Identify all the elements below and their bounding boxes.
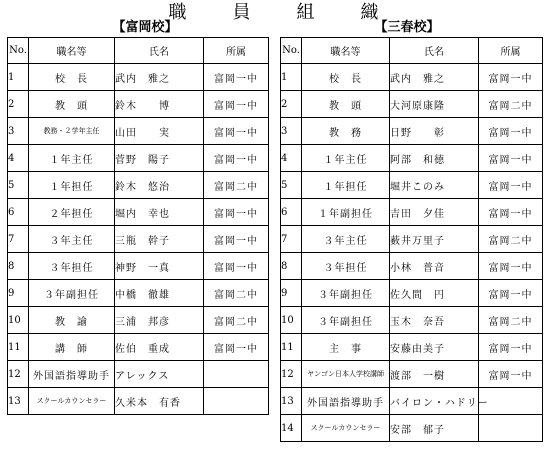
row-position: 校 長 — [29, 64, 115, 91]
row-number: 14 — [281, 415, 302, 442]
table-row — [281, 361, 543, 388]
row-name: 安部 郁子 — [390, 415, 479, 442]
row-position: ３年副担任 — [29, 280, 115, 307]
row-name: 三瓶 幹子 — [115, 226, 204, 253]
row-number: 11 — [281, 334, 302, 361]
table-row — [8, 199, 269, 226]
table-row — [281, 334, 543, 361]
column-header-position: 職名等 — [29, 38, 115, 64]
row-name: 鈴木 博 — [115, 91, 204, 118]
table-row — [281, 199, 543, 226]
row-number: 3 — [8, 118, 29, 145]
row-name: 鈴木 悠治 — [115, 172, 204, 199]
row-dept: 富岡二中 — [479, 91, 543, 118]
row-position: 教 頭 — [29, 91, 115, 118]
row-position: スクールカウンセラー — [29, 388, 115, 415]
row-dept — [204, 361, 269, 388]
row-number: 6 — [281, 199, 302, 226]
row-name: 小林 普音 — [390, 253, 479, 280]
row-dept: 富岡一中 — [479, 199, 543, 226]
table-row — [281, 226, 543, 253]
row-dept: 富岡二中 — [204, 172, 269, 199]
row-dept: 富岡一中 — [204, 226, 269, 253]
row-position: 主 事 — [302, 334, 390, 361]
row-name: 渡部 一樹 — [390, 361, 479, 388]
row-position: 教 務 — [302, 118, 390, 145]
row-dept: 富岡二中 — [479, 307, 543, 334]
row-dept: 富岡一中 — [204, 199, 269, 226]
table-row — [281, 280, 543, 307]
row-position: １年副担任 — [302, 199, 390, 226]
row-position: ３年主任 — [302, 226, 390, 253]
table-row — [8, 388, 269, 415]
table-row — [8, 334, 269, 361]
row-position: ２年担任 — [29, 199, 115, 226]
table-row — [281, 145, 543, 172]
row-name: 安藤由美子 — [390, 334, 479, 361]
row-name: 菅野 陽子 — [115, 145, 204, 172]
column-header-dept: 所属 — [204, 38, 269, 64]
row-number: 4 — [281, 145, 302, 172]
row-position: ３年担任 — [29, 253, 115, 280]
row-number: 1 — [8, 64, 29, 91]
row-name: アレックス — [115, 361, 204, 388]
row-dept: 富岡一中 — [479, 118, 543, 145]
row-position: ３年副担任 — [302, 307, 390, 334]
row-position: １年主任 — [29, 145, 115, 172]
row-position: ヤンゴン日本人学校講師 — [302, 361, 390, 388]
table-row — [8, 361, 269, 388]
row-dept: 富岡二中 — [204, 307, 269, 334]
column-header-no: No. — [8, 38, 29, 64]
row-name: 玉木 奈吾 — [390, 307, 479, 334]
row-name: 武内 雅之 — [390, 64, 479, 91]
row-number: 12 — [281, 361, 302, 388]
table-row — [281, 415, 543, 442]
row-position: スクールカウンセラー — [302, 415, 390, 442]
row-number: 9 — [281, 280, 302, 307]
row-number: 8 — [281, 253, 302, 280]
row-dept: 富岡一中 — [479, 253, 543, 280]
row-number: 8 — [8, 253, 29, 280]
tomioka-school-header: 【富岡校】 — [112, 20, 178, 35]
row-dept: 富岡一中 — [204, 91, 269, 118]
tomioka-staff-table — [7, 37, 269, 415]
row-name: 堀井このみ — [390, 172, 479, 199]
row-position: １年担任 — [302, 172, 390, 199]
table-row — [8, 145, 269, 172]
row-position: 外国語指導助手 — [29, 361, 115, 388]
row-name: バイロン・ハドリー — [390, 388, 479, 415]
table-row — [281, 118, 543, 145]
table-row — [8, 280, 269, 307]
row-dept — [204, 388, 269, 415]
table-row — [8, 253, 269, 280]
table-row — [8, 118, 269, 145]
row-name: 佐久間 円 — [390, 280, 479, 307]
row-position: 教 諭 — [29, 307, 115, 334]
table-row — [281, 91, 543, 118]
row-position: 講 師 — [29, 334, 115, 361]
row-name: 阿部 和徳 — [390, 145, 479, 172]
row-position: ３年副担任 — [302, 280, 390, 307]
row-name: 三浦 邦彦 — [115, 307, 204, 334]
row-number: 10 — [8, 307, 29, 334]
row-name: 山田 実 — [115, 118, 204, 145]
row-number: 3 — [281, 118, 302, 145]
row-number: 7 — [8, 226, 29, 253]
column-header-no: No. — [281, 38, 302, 64]
row-name: 佐伯 重成 — [115, 334, 204, 361]
row-name: 神野 一真 — [115, 253, 204, 280]
row-number: 9 — [8, 280, 29, 307]
row-dept: 富岡一中 — [479, 172, 543, 199]
row-name: 薮井万里子 — [390, 226, 479, 253]
row-number: 10 — [281, 307, 302, 334]
miharu-staff-table — [280, 37, 543, 442]
row-position: 外国語指導助手 — [302, 388, 390, 415]
row-dept: 富岡一中 — [479, 280, 543, 307]
column-header-dept: 所属 — [479, 38, 543, 64]
row-number: 1 — [281, 64, 302, 91]
row-number: 7 — [281, 226, 302, 253]
row-position: 教務・２学年主任 — [29, 118, 115, 145]
table-row — [8, 91, 269, 118]
row-position: 校 長 — [302, 64, 390, 91]
table-row — [281, 64, 543, 91]
row-number: 2 — [281, 91, 302, 118]
row-dept: 富岡一中 — [204, 145, 269, 172]
page-title: 職 員 組 織 — [168, 2, 393, 23]
row-position: １年主任 — [302, 145, 390, 172]
row-dept: 富岡一中 — [479, 64, 543, 91]
row-dept: 富岡一中 — [479, 334, 543, 361]
row-dept — [479, 415, 543, 442]
row-name: 堀内 幸也 — [115, 199, 204, 226]
row-dept: 富岡一中 — [204, 253, 269, 280]
row-dept: 富岡二中 — [204, 280, 269, 307]
table-row — [281, 307, 543, 334]
row-number: 13 — [281, 388, 302, 415]
row-dept: 富岡二中 — [479, 226, 543, 253]
column-header-name: 氏名 — [390, 38, 479, 64]
row-position: ３年主任 — [29, 226, 115, 253]
table-row — [281, 388, 543, 415]
table-header-row — [8, 38, 269, 64]
row-name: 日野 彰 — [390, 118, 479, 145]
table-header-row — [281, 38, 543, 64]
row-dept: 富岡一中 — [479, 361, 543, 388]
row-position: ３年担任 — [302, 253, 390, 280]
table-row — [8, 64, 269, 91]
row-number: 5 — [8, 172, 29, 199]
column-header-position: 職名等 — [302, 38, 390, 64]
row-dept: 富岡一中 — [204, 118, 269, 145]
tomioka-staff-rows — [8, 64, 269, 415]
row-number: 13 — [8, 388, 29, 415]
table-row — [8, 172, 269, 199]
row-name: 大河原康隆 — [390, 91, 479, 118]
miharu-staff-rows — [281, 64, 543, 442]
table-row — [281, 253, 543, 280]
row-name: 久米本 有香 — [115, 388, 204, 415]
row-number: 5 — [281, 172, 302, 199]
row-position: １年担任 — [29, 172, 115, 199]
row-dept: 富岡一中 — [204, 334, 269, 361]
row-position: 教 頭 — [302, 91, 390, 118]
row-dept: 富岡一中 — [204, 64, 269, 91]
row-number: 4 — [8, 145, 29, 172]
row-number: 11 — [8, 334, 29, 361]
row-name: 吉田 夕佳 — [390, 199, 479, 226]
column-header-name: 氏名 — [115, 38, 204, 64]
table-row — [8, 226, 269, 253]
row-number: 2 — [8, 91, 29, 118]
table-row — [281, 172, 543, 199]
row-number: 12 — [8, 361, 29, 388]
table-row — [8, 307, 269, 334]
miharu-school-header: 【三春校】 — [374, 20, 440, 35]
row-name: 中橋 徹雄 — [115, 280, 204, 307]
row-name: 武内 雅之 — [115, 64, 204, 91]
row-number: 6 — [8, 199, 29, 226]
row-dept: 富岡一中 — [479, 145, 543, 172]
